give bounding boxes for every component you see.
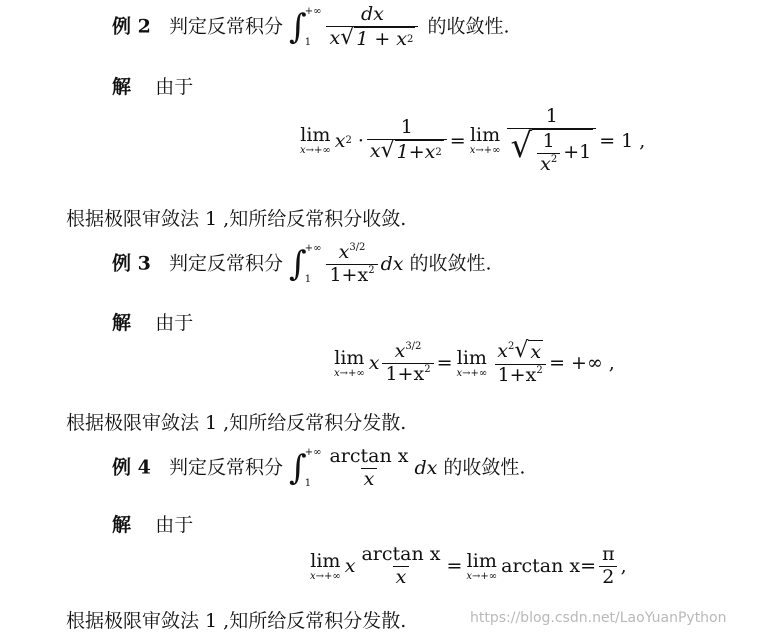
fraction-denominator: 2 [599,566,617,589]
integral-expression: ∫ +∞ 1 $\frac{\text{arctan x}}{x}$ dx [289,445,438,490]
limit-equation: lim x→+∞ x $\frac{x^{3/2}}{1+x^2}$ = lim x→+∞ $x^2$ √ x $1+x^2$ = +∞ , [334,338,615,386]
fraction-numerator: arctan x [361,543,441,565]
lim-subscript: x→+∞ [300,145,331,157]
equals-sign: = [580,555,597,578]
lower-limit: 1 [304,478,312,490]
sqrt-argument: 1 + x [356,27,408,50]
lim-word: lim [456,346,487,369]
lim-subscript: x→+∞ [334,367,365,379]
example-prompt: 判定反常积分 [168,252,283,275]
dot-operator: · [357,129,364,152]
integrand-denominator: 1+x [329,263,369,286]
lim-word: lim [466,549,497,572]
example-label: 例 3 [112,252,151,275]
fraction-numerator-x: x [497,339,508,362]
result: , [620,555,627,578]
differential: dx [380,253,404,276]
upper-limit: +∞ [304,6,322,18]
lhs-term: x [334,129,346,152]
sqrt-argument: x [530,341,542,363]
conclusion: 根据极限审敛法 1 ,知所给反常积分发散. [66,610,407,632]
result: = +∞ , [549,352,615,375]
solution-line [112,510,193,537]
lhs-term: x [368,352,380,375]
example-tail: 的收敛性. [443,456,526,479]
lower-limit: 1 [304,274,312,286]
fraction-numerator: 1 [545,105,558,127]
inner-numerator: 1 [542,129,555,152]
lim-word: lim [300,124,331,147]
equals-sign: = [446,555,463,578]
watermark: https://blog.csdn.net/LaoYuanPython [470,610,727,626]
example-label: 例 2 [112,15,151,38]
conclusion: 根据极限审敛法 1 ,知所给反常积分收敛. [66,208,407,230]
lim-subscript: x→+∞ [469,145,501,157]
lower-limit: 1 [304,37,312,49]
rhs-term: arctan x [501,555,581,578]
upper-limit: +∞ [304,243,322,255]
solution-label: 解 [112,312,132,334]
upper-limit: +∞ [304,447,322,459]
example-tail: 的收敛性. [409,252,492,275]
fraction-denominator: 1+x [497,363,537,386]
lim-word: lim [469,124,501,147]
solution-line [112,72,193,99]
fraction-numerator: 1 [400,116,413,139]
sqrt-argument: 1+x [396,141,436,164]
example-2-statement [112,4,510,51]
integrand-denominator: x [361,468,378,491]
lim-subscript: x→+∞ [466,570,498,582]
integral-expression: ∫ +∞ 1 $\frac{x^{3/2}}{1+x^2}$ dx [289,241,404,286]
fraction-denominator: x [393,566,410,589]
solution-label: 解 [112,76,132,98]
conclusion: 根据极限审敛法 1 ,知所给反常积分发散. [66,412,407,434]
integrand-denominator-x: x [329,26,341,49]
lim-word: lim [310,549,341,572]
equals-sign: = [436,352,453,375]
fraction-numerator: x [394,340,406,362]
example-label: 例 4 [112,456,151,479]
solution-text: 由于 [155,76,194,98]
plus-one: +1 [563,141,592,164]
fraction-denominator: 1+x [385,362,425,385]
integrand-numerator: arctan x [329,445,409,467]
fraction-numerator: π [602,543,615,565]
lhs-term: x [344,555,356,578]
result: = 1 , [599,129,646,152]
inner-denominator: x [540,152,551,175]
differential: dx [414,457,438,480]
solution-line [112,308,193,335]
limit-equation [306,544,627,589]
equals-sign: = [449,129,466,152]
lim-word: lim [334,346,365,369]
integrand-numerator: x [338,241,350,263]
numerator-exponent: 3/2 [405,341,422,352]
integral-expression: ∫ +∞ 1 dx x √ 1 + x 2 [289,4,421,51]
lim-subscript: x→+∞ [456,367,488,379]
example-tail: 的收敛性. [427,15,510,38]
integrand-numerator: dx [360,3,384,25]
numerator-exponent: 3/2 [349,242,366,253]
example-3-statement [112,242,492,287]
solution-label: 解 [112,514,132,536]
fraction-denominator-x: x [369,140,381,163]
lim-subscript: x→+∞ [310,570,341,582]
limit-equation: lim x→+∞ x 2 · 1 x √ 1+x 2 = lim x→+∞ 1 √ $\frac{1}{x^2}$ +1 = 1 , [300,105,646,175]
example-prompt: 判定反常积分 [168,456,283,479]
solution-text: 由于 [155,514,194,536]
solution-text: 由于 [155,312,194,334]
example-prompt: 判定反常积分 [168,15,283,38]
example-4-statement [112,446,525,491]
